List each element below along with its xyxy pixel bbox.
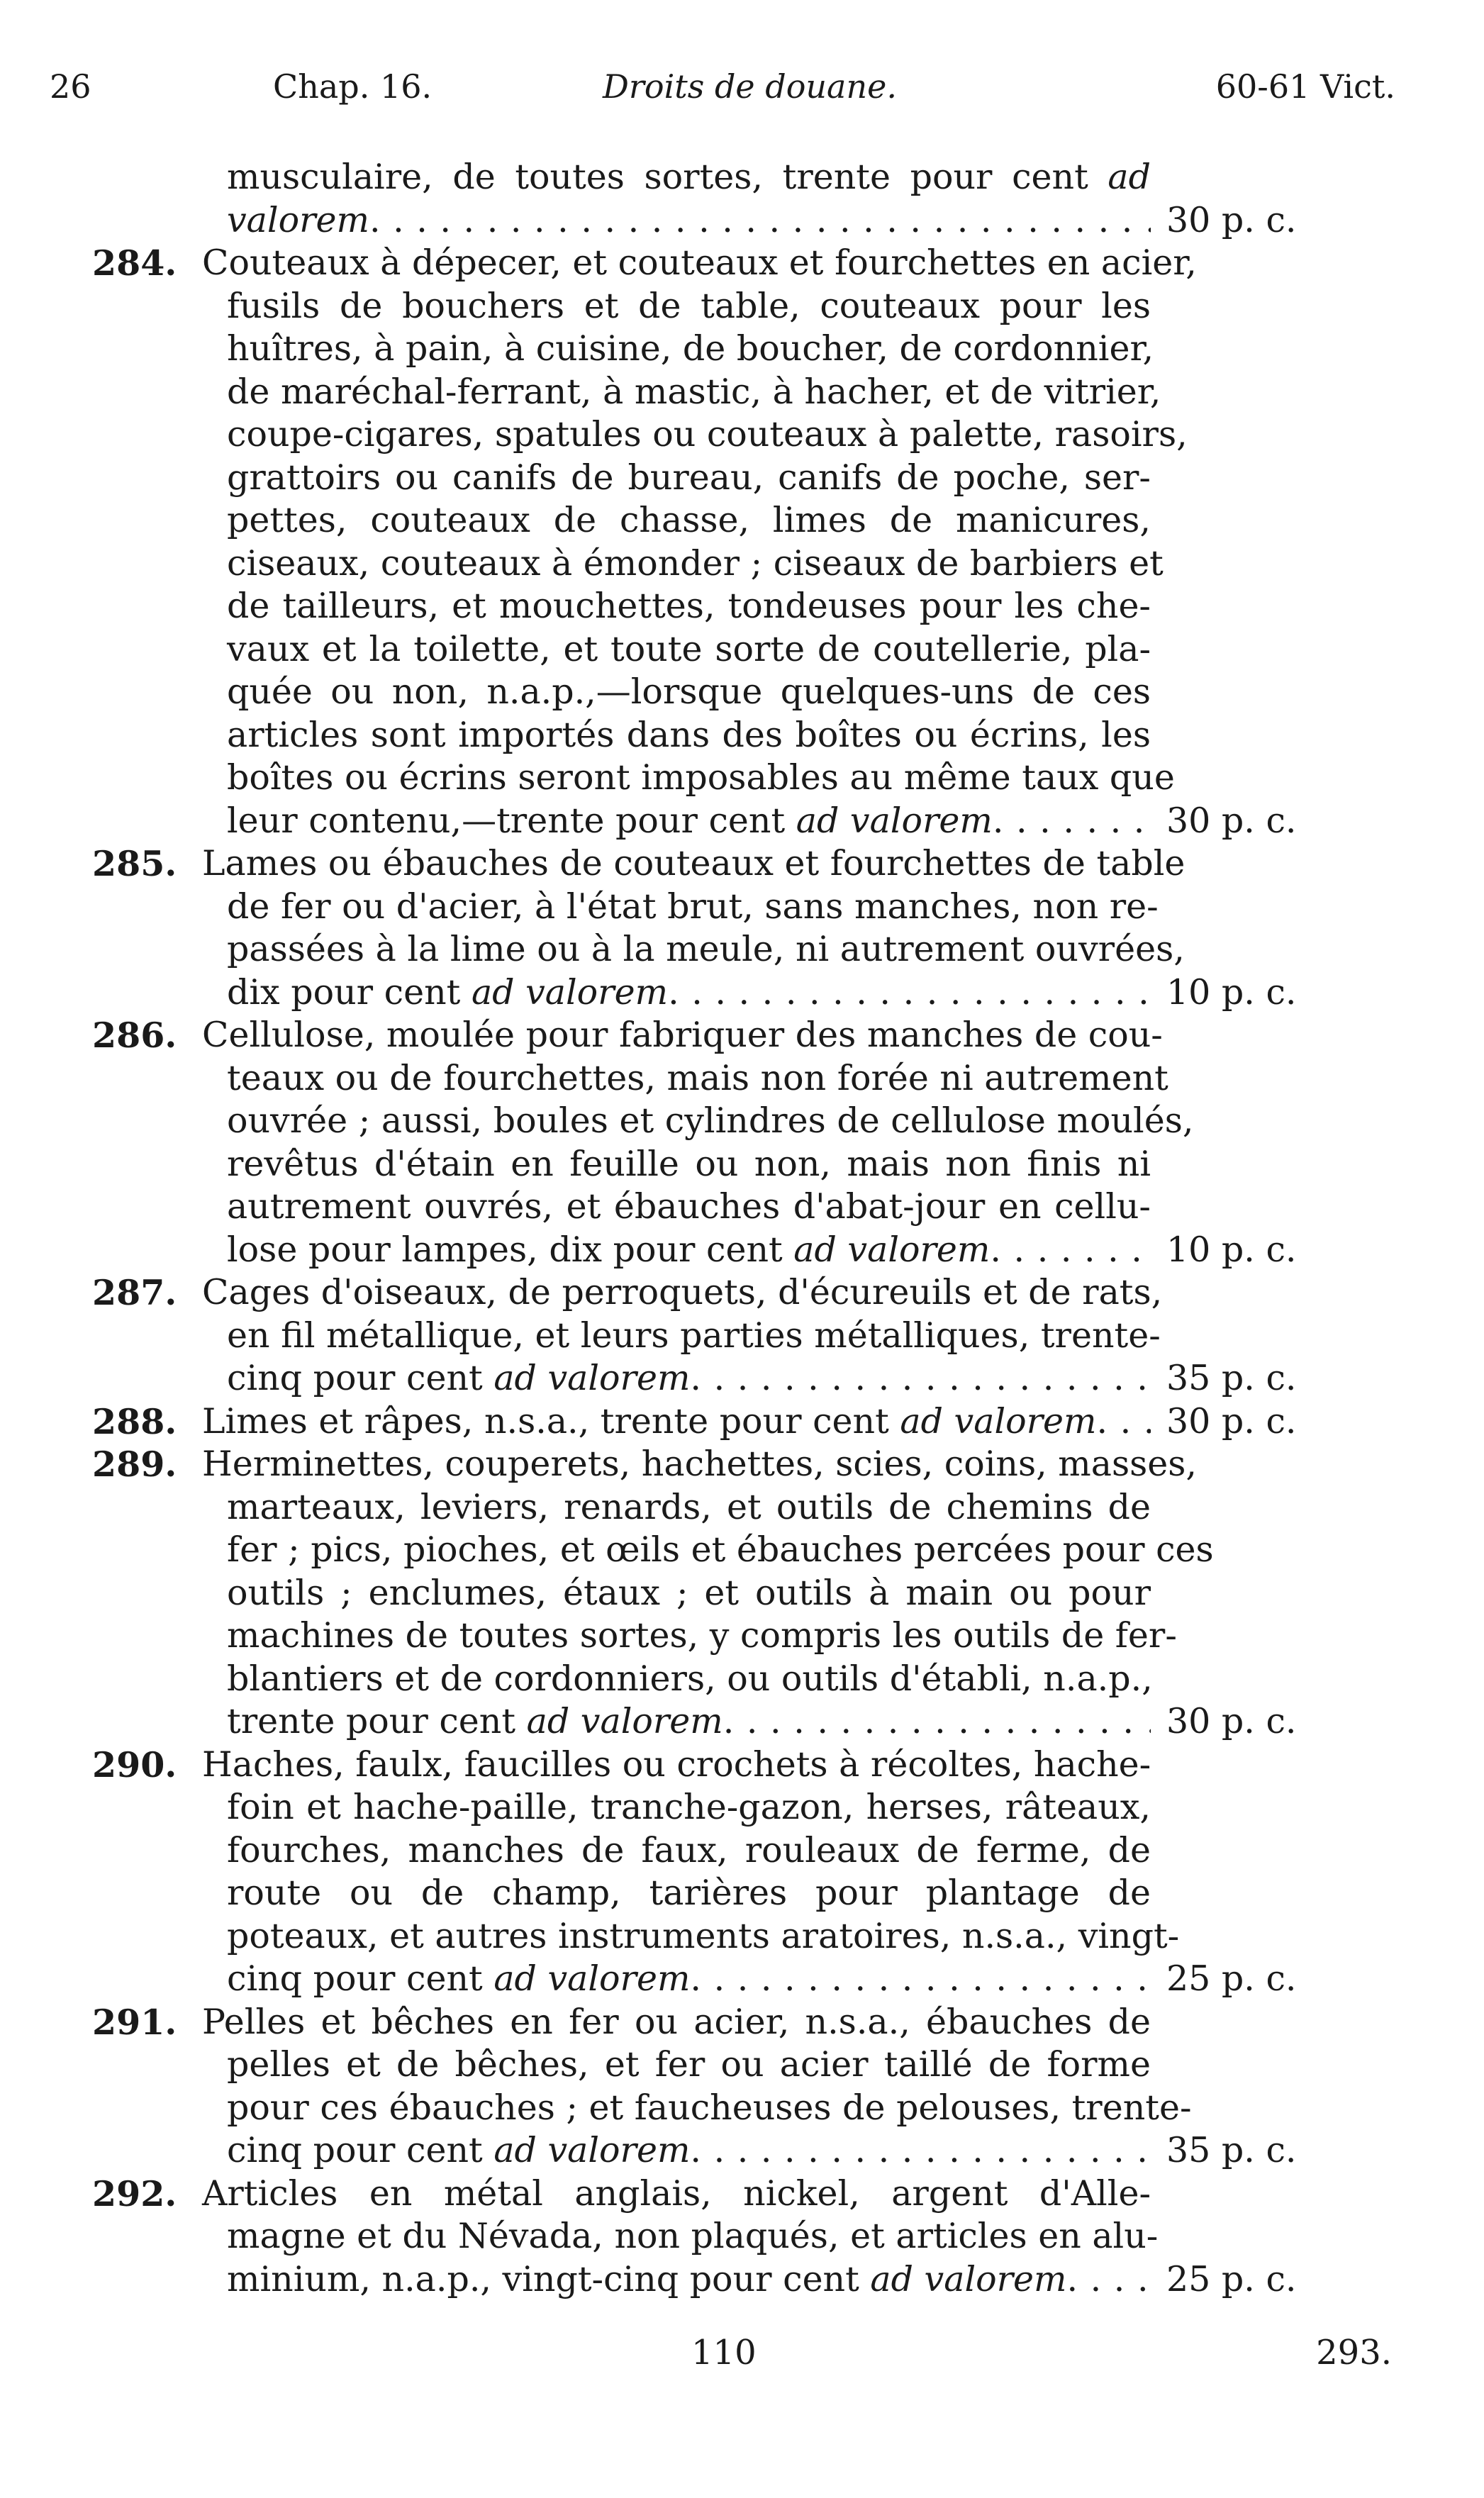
entry-text-segment — [227, 1357, 690, 1400]
dot-leader — [990, 1229, 1151, 1272]
entry-text-segment: musculaire, de toutes sortes, trente pour cent — [227, 157, 1088, 197]
entry-last-line — [0, 1958, 1484, 2001]
entry-text: autrement ouvrés, et ébauches d'abat-jour en cellu- — [227, 1186, 1151, 1227]
entry-text: Haches, faulx, faucilles ou crochets à récoltes, hache- — [202, 1744, 1151, 1785]
entry-text — [227, 156, 1151, 199]
dot-leader — [668, 971, 1151, 1015]
duty-rate: 30 p. c. — [1166, 199, 1297, 240]
entry-text: boîtes ou écrins seront imposables au même taux que — [227, 757, 1175, 798]
entry-line — [0, 371, 1484, 414]
dot-leader — [993, 800, 1151, 843]
entry-line — [0, 1100, 1484, 1143]
entry-line — [0, 1143, 1484, 1186]
tariff-entry — [0, 1014, 1484, 1271]
entry-last-line — [0, 971, 1484, 1015]
entry-line — [0, 1486, 1484, 1529]
duty-rate: 10 p. c. — [1166, 1229, 1297, 1270]
tariff-list — [0, 156, 1484, 2301]
header-chapter: Chap. 16. — [273, 67, 433, 106]
entry-text: outils ; enclumes, étaux ; et outils à main ou pour — [227, 1572, 1151, 1613]
duty-rate: 30 p. c. — [1166, 1400, 1297, 1442]
entry-text: vaux et la toilette, et toute sorte de coutellerie, pla- — [227, 628, 1151, 669]
tariff-entry — [0, 842, 1484, 1014]
entry-line — [0, 1271, 1484, 1315]
entry-line — [0, 928, 1484, 971]
entry-text-segment — [227, 1700, 723, 1744]
entry-text — [227, 1357, 1151, 1400]
entry-plain: cinq pour cent — [227, 1958, 483, 1999]
duty-rate: 10 p. c. — [1166, 971, 1297, 1013]
dot-leader — [369, 199, 1151, 242]
entry-text: de maréchal-ferrant, à mastic, à hacher, et de vitrier, — [227, 371, 1161, 412]
entry-line — [0, 457, 1484, 500]
entry-plain: lose pour lampes, dix pour cent — [227, 1229, 783, 1270]
tariff-entry — [0, 1443, 1484, 1744]
entry-italic: ad valorem — [471, 971, 669, 1013]
entry-text — [227, 2258, 1151, 2302]
entry-text: ouvrée ; aussi, boules et cylindres de cellulose moulés, — [227, 1100, 1194, 1141]
entry-text: Cages d'oiseaux, de perroquets, d'écureuils et de rats, — [202, 1272, 1163, 1312]
entry-line — [0, 628, 1484, 671]
dot-leader — [690, 1958, 1151, 2001]
entry-text: machines de toutes sortes, y compris les outils de fer- — [227, 1615, 1177, 1656]
entry-text: Lames ou ébauches de couteaux et fourchettes de table — [202, 843, 1185, 883]
tariff-entry — [0, 2001, 1484, 2173]
entry-line — [0, 1014, 1484, 1057]
entry-line — [0, 1315, 1484, 1358]
entry-text: fourches, manches de faux, rouleaux de ferme, de — [227, 1829, 1151, 1870]
entry-plain: cinq pour cent — [227, 2130, 483, 2170]
entry-text: blantiers et de cordonniers, ou outils d'établi, n.a.p., — [227, 1658, 1153, 1699]
entry-italic-tail: ad — [1108, 157, 1151, 197]
entry-text — [227, 2129, 1151, 2173]
entry-last-line — [0, 800, 1484, 843]
entry-text-segment — [227, 1958, 690, 2001]
entry-text: Pelles et bêches en fer ou acier, n.s.a., ébauches de — [202, 2001, 1151, 2042]
entry-line — [0, 2043, 1484, 2087]
entry-line — [0, 1057, 1484, 1100]
tariff-entry — [0, 2173, 1484, 2302]
entry-last-line — [0, 199, 1484, 242]
entry-line — [0, 1829, 1484, 1873]
item-number: 292. — [92, 2173, 177, 2214]
entry-italic: ad valorem — [796, 800, 993, 841]
entry-line — [0, 328, 1484, 371]
entry-text — [202, 1400, 1151, 1444]
entry-text — [227, 800, 1151, 843]
entry-line — [0, 1744, 1484, 1787]
entry-line — [0, 1529, 1484, 1572]
entry-line — [0, 1915, 1484, 1958]
entry-last-line — [0, 1700, 1484, 1744]
entry-line — [0, 886, 1484, 929]
entry-line — [0, 1443, 1484, 1486]
item-number: 286. — [92, 1015, 177, 1056]
entry-line — [0, 714, 1484, 757]
entry-plain: leur contenu,—trente pour cent — [227, 800, 786, 841]
dot-leader — [1097, 1400, 1151, 1444]
entry-text: de fer ou d'acier, à l'état brut, sans manches, non re- — [227, 886, 1159, 927]
item-number: 287. — [92, 1272, 177, 1313]
entry-plain: Limes et râpes, n.s.a., trente pour cent — [202, 1400, 889, 1442]
entry-text: pettes, couteaux de chasse, limes de manicures, — [227, 500, 1151, 540]
duty-rate: 35 p. c. — [1166, 1358, 1297, 1398]
entry-text-segment — [227, 2129, 690, 2173]
entry-text: fer ; pics, pioches, et œils et ébauches percées pour ces — [227, 1529, 1214, 1570]
entry-text: fusils de bouchers et de table, couteaux pour les — [227, 285, 1151, 326]
entry-line — [0, 2173, 1484, 2216]
entry-line — [0, 1615, 1484, 1658]
item-number: 285. — [92, 843, 177, 884]
entry-line — [0, 757, 1484, 800]
duty-rate: 35 p. c. — [1166, 2130, 1297, 2170]
item-number: 288. — [92, 1400, 177, 1442]
entry-line — [0, 2215, 1484, 2258]
entry-text: Cellulose, moulée pour fabriquer des manches de cou- — [202, 1015, 1163, 1055]
entry-text-segment — [227, 2258, 1067, 2302]
entry-line — [0, 499, 1484, 542]
entry-line — [0, 1186, 1484, 1229]
entry-line — [0, 1658, 1484, 1701]
entry-text — [227, 1700, 1151, 1744]
entry-text: passées à la lime ou à la meule, ni autrement ouvrées, — [227, 929, 1185, 969]
footer-catchword: 293. — [1316, 2333, 1392, 2372]
entry-line — [0, 585, 1484, 628]
tariff-entry — [0, 242, 1484, 842]
item-number: 290. — [92, 1744, 177, 1785]
entry-line — [0, 285, 1484, 328]
entry-italic: valorem — [227, 199, 369, 240]
entry-italic: ad valorem — [493, 2130, 691, 2170]
entry-line — [0, 1786, 1484, 1829]
entry-text: poteaux, et autres instruments aratoires, n.s.a., vingt- — [227, 1915, 1180, 1956]
header-title: Droits de douane. — [603, 67, 897, 106]
dot-leader — [690, 1357, 1151, 1400]
entry-text-segment — [227, 971, 668, 1015]
entry-line — [0, 413, 1484, 457]
entry-text — [227, 199, 1151, 242]
entry-text-segment — [227, 1229, 990, 1272]
entry-text: pour ces ébauches ; et faucheuses de pelouses, trente- — [227, 2087, 1192, 2128]
entry-plain: cinq pour cent — [227, 1358, 483, 1398]
duty-rate: 25 p. c. — [1166, 2258, 1297, 2299]
entry-text: ciseaux, couteaux à émonder ; ciseaux de barbiers et — [227, 542, 1164, 584]
entry-italic: ad valorem — [793, 1229, 991, 1270]
entry-line — [0, 1572, 1484, 1615]
item-number: 291. — [92, 2001, 177, 2043]
entry-text: teaux ou de fourchettes, mais non forée ni autrement — [227, 1057, 1168, 1098]
entry-last-line — [0, 1229, 1484, 1272]
entry-text: Couteaux à dépecer, et couteaux et fourchettes en acier, — [202, 242, 1197, 283]
duty-rate: 25 p. c. — [1166, 1958, 1297, 1999]
dot-leader — [690, 2129, 1151, 2173]
tariff-entry — [0, 1271, 1484, 1400]
entry-text: pelles et de bêches, et fer ou acier taillé de forme — [227, 2044, 1151, 2085]
footer-page-number: 110 — [691, 2333, 757, 2372]
entry-text: en fil métallique, et leurs parties métalliques, trente- — [227, 1315, 1161, 1356]
entry-text: Articles en métal anglais, nickel, argent d'Alle- — [202, 2173, 1151, 2214]
entry-text — [227, 1229, 1151, 1272]
entry-italic: ad valorem — [526, 1701, 723, 1741]
entry-line — [0, 2087, 1484, 2130]
tariff-entry — [0, 1744, 1484, 2001]
entry-last-line — [0, 2258, 1484, 2302]
entry-text: quée ou non, n.a.p.,—lorsque quelques-uns de ces — [227, 671, 1151, 712]
entry-text-segment — [202, 1400, 1097, 1444]
entry-text: huîtres, à pain, à cuisine, de boucher, de cordonnier, — [227, 328, 1154, 369]
entry-line — [0, 242, 1484, 285]
entry-text: magne et du Névada, non plaqués, et articles en alu- — [227, 2216, 1159, 2256]
entry-text: route ou de champ, tarières pour plantage de — [227, 1873, 1151, 1913]
dot-leader — [1067, 2258, 1151, 2302]
entry-text: Herminettes, couperets, hachettes, scies, coins, masses, — [202, 1444, 1197, 1484]
entry-text: articles sont importés dans des boîtes ou écrins, les — [227, 714, 1151, 755]
entry-italic: ad valorem — [900, 1400, 1097, 1442]
entry-plain: dix pour cent — [227, 971, 461, 1013]
entry-plain: trente pour cent — [227, 1701, 516, 1741]
entry-text-segment — [227, 800, 993, 843]
entry-line — [0, 1872, 1484, 1915]
entry-line — [0, 2001, 1484, 2044]
entry-italic: ad valorem — [493, 1958, 691, 1999]
header-reign: 60-61 Vict. — [1215, 67, 1395, 106]
entry-line — [0, 671, 1484, 714]
entry-text: coupe-cigares, spatules ou couteaux à palette, rasoirs, — [227, 414, 1188, 455]
tariff-entry-continuation — [0, 156, 1484, 242]
entry-italic: ad valorem — [870, 2258, 1067, 2299]
entry-text: de tailleurs, et mouchettes, tondeuses pour les che- — [227, 586, 1151, 626]
entry-text: revêtus d'étain en feuille ou non, mais non finis ni — [227, 1143, 1151, 1184]
tariff-entry — [0, 1400, 1484, 1444]
item-number: 284. — [92, 242, 177, 284]
entry-text: marteaux, leviers, renards, et outils de chemins de — [227, 1486, 1151, 1527]
item-number: 289. — [92, 1444, 177, 1485]
entry-last-line — [0, 1400, 1484, 1444]
entry-last-line — [0, 1357, 1484, 1400]
entry-line — [0, 842, 1484, 886]
entry-line — [0, 156, 1484, 199]
header-page-number: 26 — [50, 67, 91, 106]
entry-line — [0, 542, 1484, 586]
dot-leader — [723, 1700, 1151, 1744]
entry-text: grattoirs ou canifs de bureau, canifs de poche, ser- — [227, 457, 1151, 498]
entry-text — [227, 1958, 1151, 2001]
entry-plain: minium, n.a.p., vingt-cinq pour cent — [227, 2258, 859, 2299]
entry-text: foin et hache-paille, tranche-gazon, herses, râteaux, — [227, 1787, 1151, 1827]
duty-rate: 30 p. c. — [1166, 1701, 1297, 1741]
entry-last-line — [0, 2129, 1484, 2173]
entry-italic: ad valorem — [493, 1358, 691, 1398]
running-header — [0, 67, 1484, 124]
duty-rate: 30 p. c. — [1166, 800, 1297, 841]
entry-text — [227, 971, 1151, 1015]
